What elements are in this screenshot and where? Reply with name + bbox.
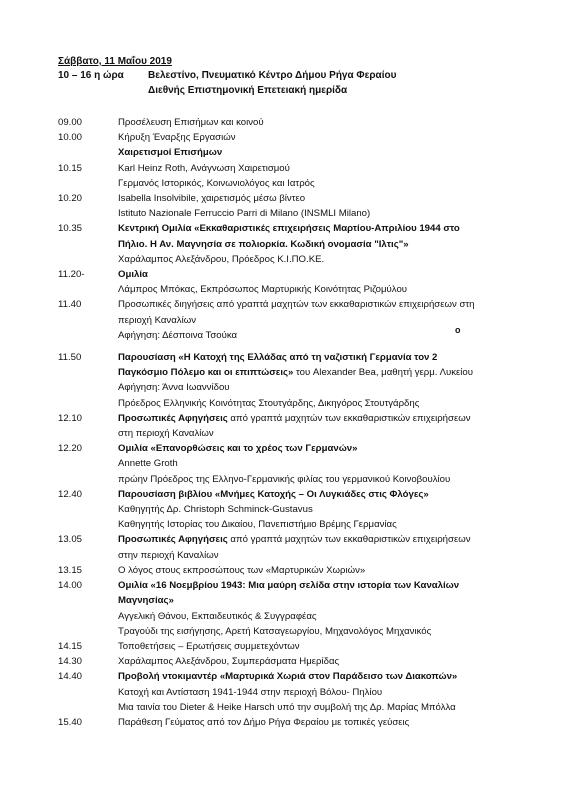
schedule-text-segment: Καθηγητής Δρ. Christoph Schminck-Gustavus	[118, 504, 313, 516]
schedule-time: 15.40	[58, 716, 83, 728]
schedule-text-segment: Μια ταινία του Dieter & Heike Harsch υπό την συμβολή της Δρ. Μαρίας Μπόλλα	[118, 701, 456, 713]
schedule-text-segment: Τοποθετήσεις – Ερωτήσεις συμμετεχόντων	[118, 640, 300, 652]
schedule-text-segment: Παρουσίαση βιβλίου «Μνήμες Κατοχής – Οι Λυγκιάδες στις Φλόγες»	[118, 488, 429, 500]
schedule-text	[118, 669, 528, 684]
schedule-time: 11.20-	[58, 269, 85, 281]
schedule-text-segment: περιοχή Καναλίων	[118, 314, 196, 326]
schedule-text	[118, 715, 528, 730]
schedule-time: 14.30	[58, 656, 83, 668]
schedule-text	[118, 252, 528, 267]
schedule-time: 09.00	[58, 117, 83, 128]
schedule-text-segment: στην περιοχή Καναλίων	[118, 549, 219, 561]
schedule-text-segment: Προσωπικές Αφηγήσεις	[118, 534, 228, 546]
schedule-time: 14.40	[58, 671, 83, 683]
schedule-text	[118, 411, 528, 426]
schedule-text	[118, 145, 528, 160]
schedule-list	[58, 115, 528, 730]
schedule-time: 11.50	[58, 352, 82, 364]
schedule-time	[58, 365, 118, 380]
schedule-text	[118, 548, 528, 563]
schedule-text-segment: Τραγούδι της εισήγησης, Αρετή Κατσαγεωργίου, Μηχανολόγος Μηχανικός	[118, 625, 432, 637]
schedule-text-segment: Γερμανός Ιστορικός, Κοινωνιολόγος και Ιατρός	[118, 177, 315, 189]
schedule-item	[58, 161, 528, 176]
schedule-time: 14.15	[58, 640, 83, 652]
schedule-item-line	[58, 502, 528, 517]
schedule-time	[58, 456, 118, 471]
schedule-text-segment: Προσωπικές Αφηγήσεις	[118, 412, 228, 424]
schedule-text	[118, 563, 528, 578]
schedule-text	[118, 517, 528, 532]
schedule-text-segment: Ομιλία	[118, 269, 148, 281]
schedule-time	[58, 396, 118, 411]
schedule-text-segment: Κήρυξη Έναρξης Εργασιών	[118, 132, 236, 144]
schedule-text-segment: Καθηγητής Ιστορίας του Δικαίου, Πανεπιστήμιο Βρέμης Γερμανίας	[118, 519, 397, 531]
schedule-time	[58, 237, 118, 252]
schedule-item-line	[58, 237, 528, 252]
schedule-text	[118, 176, 528, 191]
schedule-text-segment: από γραπτά μαχητών των εκκαθαριστικών επιχειρήσεων	[227, 534, 471, 546]
schedule-text-segment: Αφήγηση: Δέσποινα Τσούκα	[118, 329, 238, 341]
schedule-text-segment: Ομιλία «Επανορθώσεις και το χρέος των Γερμανών»	[118, 443, 358, 455]
schedule-text-segment: Πήλιο. Η Αν. Μαγνησία σε πολιορκία. Κωδική ονομασία "Ιλτις"»	[118, 238, 409, 250]
schedule-text-segment: Προβολή ντοκιμαντέρ «Μαρτυρικά Χωριά στον Παράδεισο των Διακοπών»	[118, 671, 458, 683]
schedule-time: 10.35	[58, 223, 83, 235]
schedule-text	[118, 426, 528, 441]
schedule-time: 13.15	[58, 564, 83, 576]
schedule-text	[118, 685, 528, 700]
schedule-time	[58, 517, 118, 532]
schedule-item-line	[58, 426, 528, 441]
schedule-text	[118, 237, 528, 252]
schedule-time	[58, 145, 118, 160]
schedule-text-segment: Προσωπικές διηγήσεις από γραπτά μαχητών των εκκαθαριστικών επιχειρήσεων στη	[118, 299, 475, 311]
schedule-item	[58, 532, 528, 547]
schedule-item-line	[58, 145, 528, 160]
schedule-text	[118, 487, 528, 502]
schedule-text	[118, 578, 528, 593]
schedule-time: 14.00	[58, 580, 83, 592]
schedule-item	[58, 669, 528, 684]
schedule-text-segment: Αφήγηση: Άννα Ιωαννίδου	[118, 382, 230, 394]
schedule-text-segment: Ο λόγος στους εκπροσώπους των «Μαρτυρικών Χωριών»	[118, 564, 366, 576]
schedule-time	[58, 176, 118, 191]
schedule-text	[118, 654, 528, 669]
schedule-text	[118, 502, 528, 517]
schedule-text	[118, 609, 528, 624]
schedule-text-segment: Istituto Nazionale Ferruccio Parri di Milano (INSMLI Milano)	[118, 208, 371, 220]
schedule-text	[118, 700, 528, 715]
schedule-item	[58, 411, 528, 426]
schedule-item-line	[58, 380, 528, 395]
schedule-item-line	[58, 593, 528, 608]
schedule-time	[58, 252, 118, 267]
schedule-text	[118, 161, 528, 176]
event-title: Διεθνής Επιστημονική Επετειακή ημερίδα	[148, 85, 348, 96]
event-time: 10 – 16 η ώρα	[58, 70, 124, 81]
schedule-text	[118, 313, 528, 328]
schedule-item-line	[58, 685, 528, 700]
schedule-time	[58, 328, 118, 343]
schedule-time	[58, 609, 118, 624]
schedule-text-segment: Ομιλία «16 Νοεμβρίου 1943: Μια μαύρη σελίδα στην ιστορία των Καναλίων	[118, 580, 460, 592]
schedule-time: 13.05	[58, 534, 83, 546]
schedule-time	[58, 685, 118, 700]
schedule-time: 12.20	[58, 443, 83, 455]
schedule-time: 10.15	[58, 162, 83, 174]
schedule-text	[118, 380, 528, 395]
schedule-time	[58, 313, 118, 328]
schedule-text-segment: από γραπτά μαχητών των εκκαθαριστικών επιχειρήσεων	[227, 412, 471, 424]
schedule-text	[118, 365, 528, 380]
schedule-time	[58, 593, 118, 608]
schedule-text-segment: Λάμπρος Μπόκας, Εκπρόσωπος Μαρτυρικής Κοινότητας Ριζομύλου	[118, 284, 408, 296]
schedule-time: 12.40	[58, 488, 83, 500]
schedule-item-line	[58, 472, 528, 487]
schedule-item-line	[58, 365, 528, 380]
schedule-time	[58, 282, 118, 297]
schedule-item	[58, 654, 528, 669]
schedule-item	[58, 441, 528, 456]
schedule-text-segment: Προσέλευση Επισήμων και κοινού	[118, 117, 264, 128]
schedule-text-segment: Κατοχή και Αντίσταση 1941-1944 στην περιοχή Βόλου- Πηλίου	[118, 686, 383, 698]
schedule-item	[58, 639, 528, 654]
schedule-text	[118, 593, 528, 608]
schedule-item-line	[58, 700, 528, 715]
schedule-text	[118, 328, 528, 343]
schedule-item	[58, 115, 528, 130]
schedule-text	[118, 532, 528, 547]
schedule-item-line	[58, 282, 528, 297]
schedule-item	[58, 297, 528, 312]
schedule-time	[58, 426, 118, 441]
schedule-item-line	[58, 517, 528, 532]
schedule-item-line	[58, 456, 528, 471]
schedule-text	[118, 221, 528, 236]
event-date: Σάββατο, 11 Μαΐου 2019	[58, 56, 172, 67]
schedule-item	[58, 130, 528, 145]
schedule-text-segment: Χαράλαμπος Αλεξάνδρου, Συμπεράσματα Ημερίδας	[118, 656, 340, 668]
schedule-text	[118, 350, 528, 365]
schedule-text	[118, 297, 528, 312]
schedule-time: 10.00	[58, 132, 83, 144]
schedule-text	[118, 267, 528, 282]
schedule-item	[58, 578, 528, 593]
schedule-item	[58, 267, 528, 282]
event-venue: Βελεστίνο, Πνευματικό Κέντρο Δήμου Ρήγα Φεραίου	[148, 70, 397, 81]
schedule-text-segment: Χαράλαμπος Αλεξάνδρου, Πρόεδρος Κ.Ι.ΠΟ.ΚΕ.	[118, 253, 325, 265]
schedule-item	[58, 715, 528, 730]
schedule-time	[58, 700, 118, 715]
schedule-text-segment: στη περιοχή Καναλίων	[118, 428, 214, 440]
schedule-text	[118, 282, 528, 297]
schedule-text	[118, 639, 528, 654]
schedule-time	[58, 380, 118, 395]
schedule-item-line	[58, 396, 528, 411]
schedule-time: 11.40	[58, 299, 82, 311]
schedule-text	[118, 130, 528, 145]
schedule-text-segment: Πρόεδρος Ελληνικής Κοινότητας Στουτγάρδης, Δικηγόρος Στουτγάρδης	[118, 397, 420, 409]
schedule-time: 12.10	[58, 412, 83, 424]
schedule-time	[58, 472, 118, 487]
schedule-item	[58, 487, 528, 502]
schedule-text-segment: Annette Groth	[118, 458, 178, 470]
schedule-text-segment: Χαιρετισμοί Επισήμων	[118, 147, 223, 159]
schedule-text	[118, 396, 528, 411]
schedule-text-segment: Μαγνησίας»	[118, 595, 174, 607]
schedule-text	[118, 472, 528, 487]
schedule-text	[118, 456, 528, 471]
schedule-text	[118, 441, 528, 456]
schedule-text-segment: Κεντρική Ομιλία «Εκκαθαριστικές επιχειρήσεις Μαρτίου-Απριλίου 1944 στο	[118, 223, 460, 235]
schedule-item	[58, 350, 528, 365]
schedule-text-segment: Παρουσίαση «Η Κατοχή της Ελλάδας από τη ναζιστική Γερμανία τον 2	[118, 352, 438, 364]
schedule-item-line	[58, 206, 528, 221]
schedule-time	[58, 548, 118, 563]
schedule-text-segment: Παράθεση Γεύματος από τον Δήμο Ρήγα Φεραίου με τοπικές γεύσεις	[118, 716, 410, 728]
schedule-text-segment: Αγγελική Θάνου, Εκπαιδευτικός & Συγγραφέας	[118, 610, 317, 622]
schedule-time	[58, 624, 118, 639]
schedule-item	[58, 221, 528, 236]
schedule-item-line	[58, 548, 528, 563]
schedule-text	[118, 115, 528, 130]
schedule-item-line	[58, 624, 528, 639]
schedule-text-segment: Karl Heinz Roth, Ανάγνωση Χαιρετισμού	[118, 162, 290, 174]
schedule-item-line	[58, 252, 528, 267]
schedule-item-line	[58, 609, 528, 624]
schedule-text	[118, 624, 528, 639]
schedule-text	[118, 206, 528, 221]
schedule-text-segment: Isabella Insolvibile, χαιρετισμός μέσω βίντεο	[118, 193, 306, 205]
schedule-item	[58, 191, 528, 206]
schedule-text-segment: Παγκόσμιο Πόλεμο και οι επιπτώσεις»	[118, 367, 294, 379]
schedule-text-segment: πρώην Πρόεδρος της Ελληνο-Γερμανικής φιλίας του γερμανικού Κοινοβουλίου	[118, 473, 451, 485]
schedule-time	[58, 206, 118, 221]
schedule-time	[58, 502, 118, 517]
schedule-item	[58, 563, 528, 578]
schedule-text	[118, 191, 528, 206]
schedule-time: 10.20	[58, 193, 83, 205]
schedule-item-line	[58, 176, 528, 191]
schedule-text-segment: του Alexander Bea, μαθητή γερμ. Λυκείου	[293, 367, 474, 379]
ordinal-superscript: ο	[455, 325, 461, 335]
